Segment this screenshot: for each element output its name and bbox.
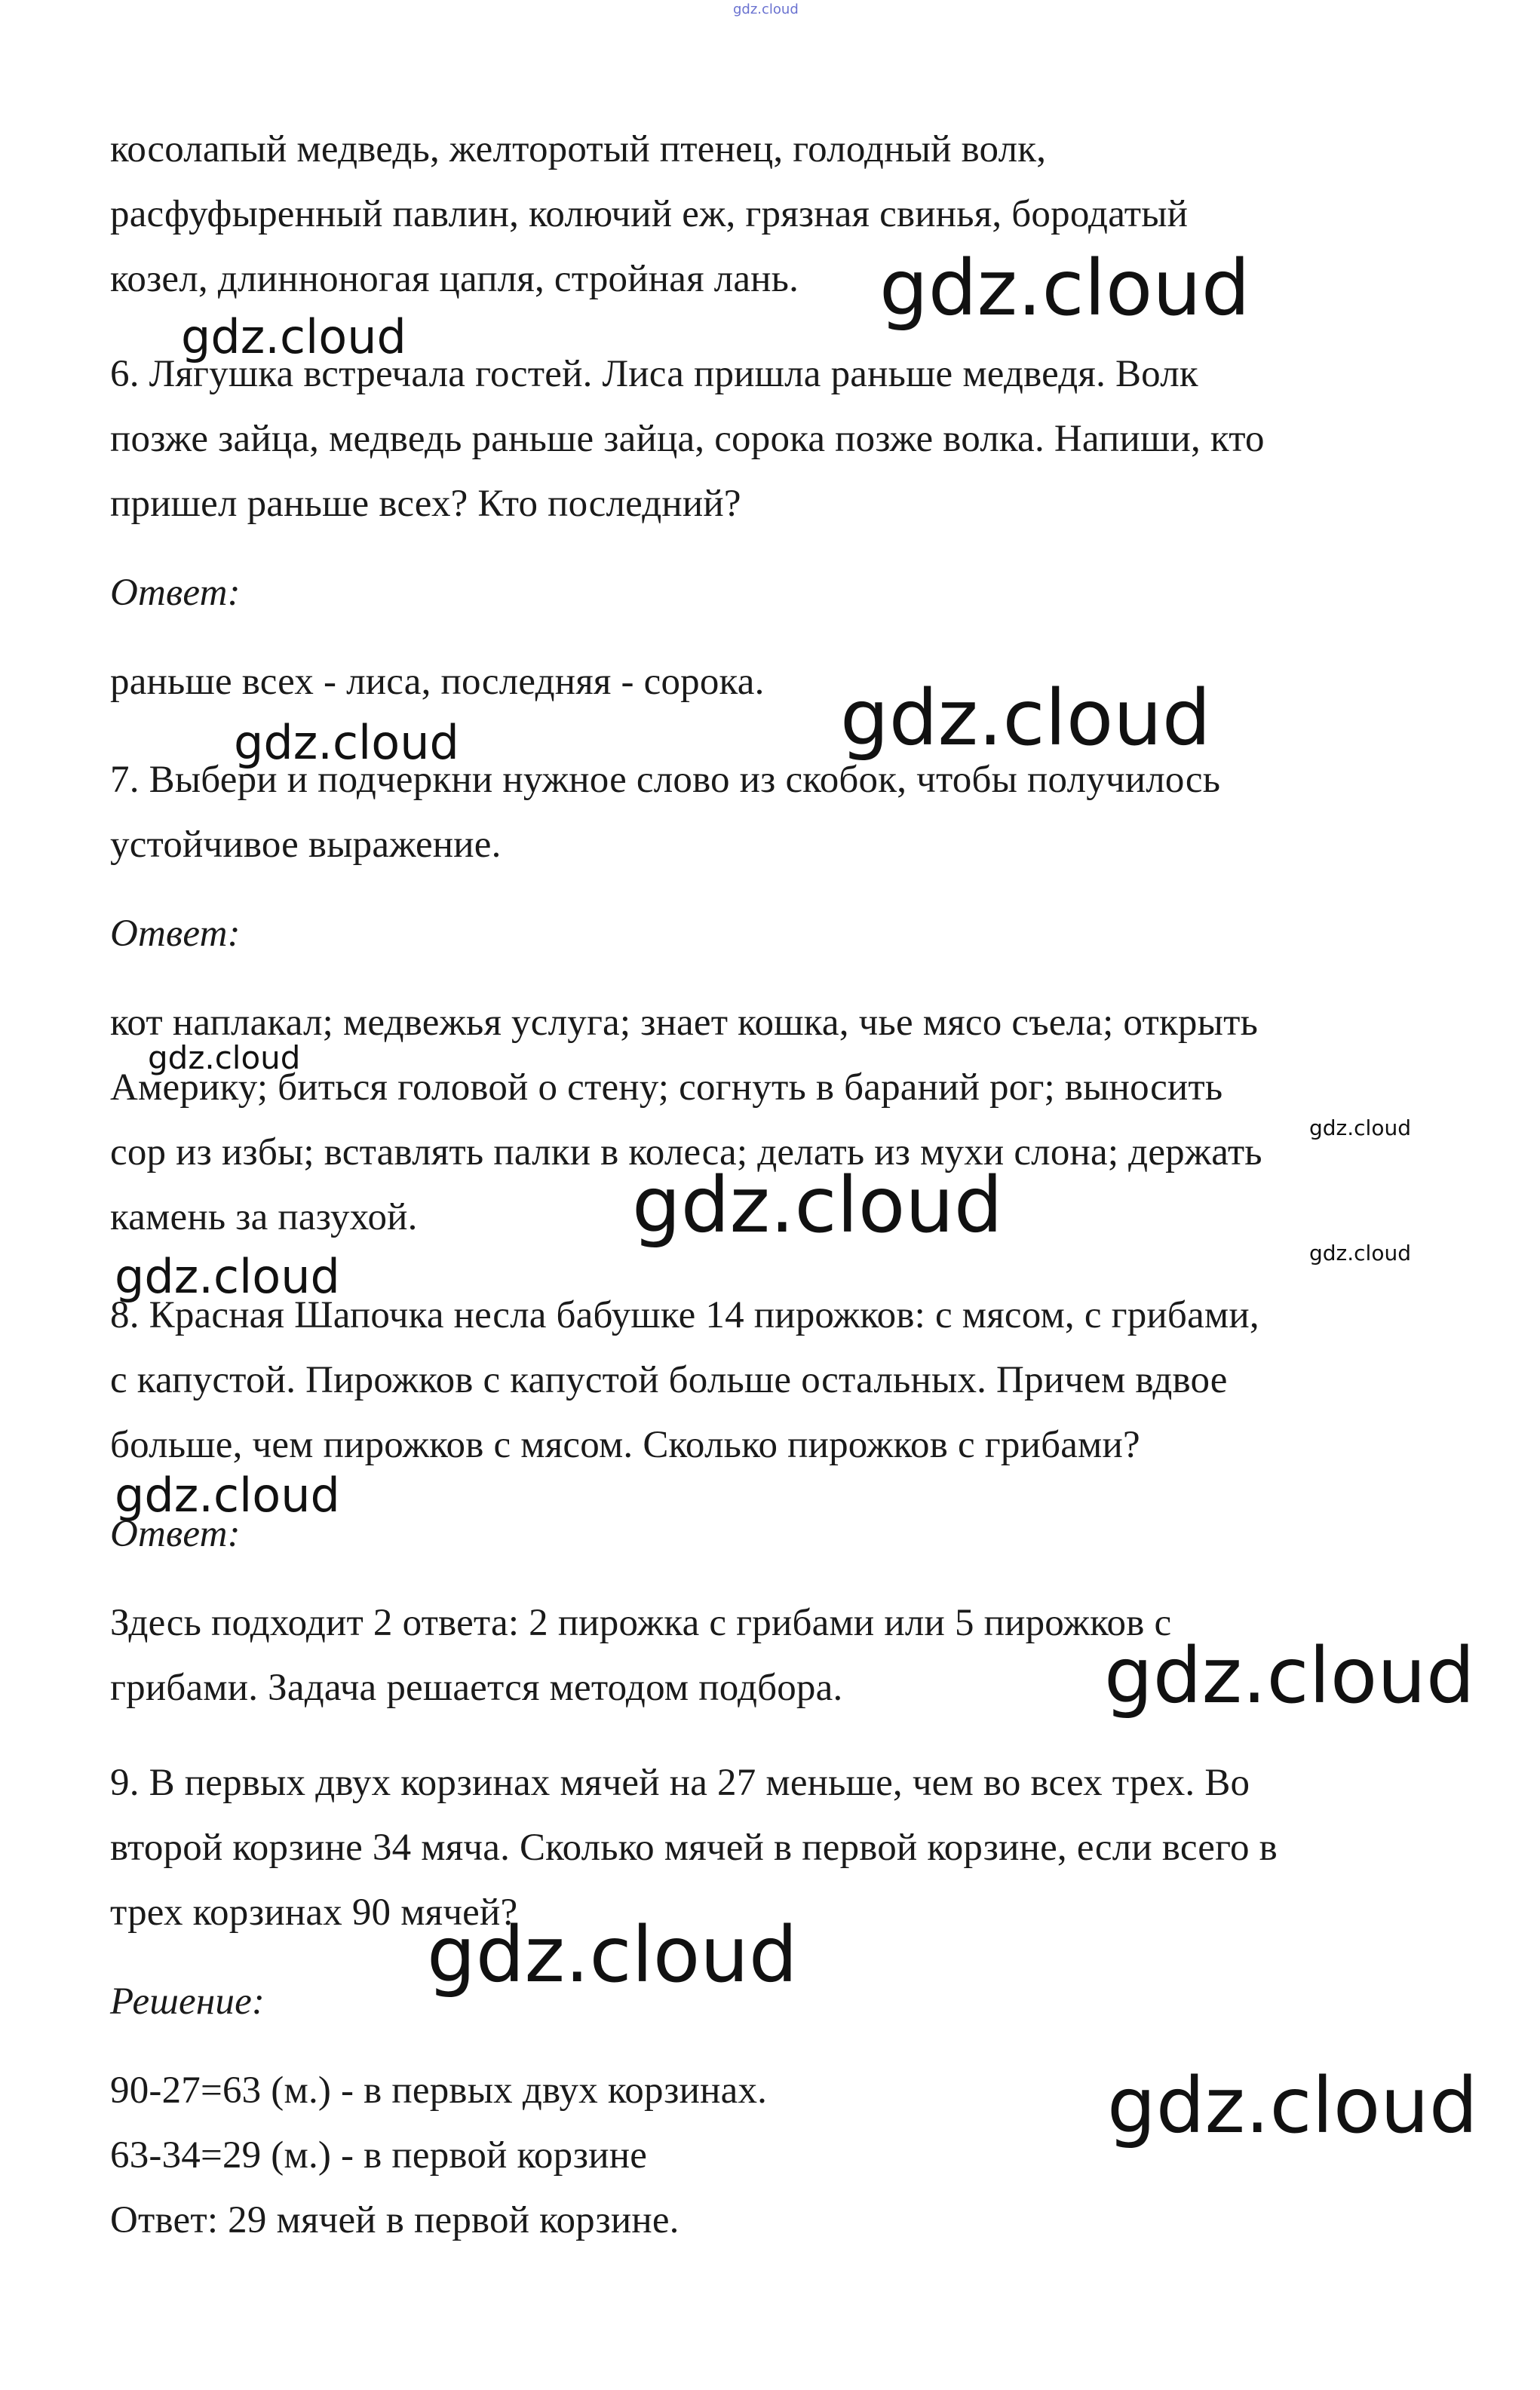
task6-answer-label: Ответ: <box>110 572 241 614</box>
task9-solution-line-3: Ответ: 29 мячей в первой корзине. <box>110 2199 680 2241</box>
task9-solution-line-2: 63-34=29 (м.) - в первой корзине <box>110 2134 648 2177</box>
task7-answer-line-4: камень за пазухой. <box>110 1196 418 1238</box>
task6-answer-line-1: раньше всех - лиса, последняя - сорока. <box>110 661 765 703</box>
watermark-small-2: gdz.cloud <box>1309 1115 1411 1140</box>
task9-solution-line-1: 90-27=63 (м.) - в первых двух корзинах. <box>110 2069 768 2112</box>
watermark-small-3: gdz.cloud <box>1309 1241 1411 1266</box>
watermark-large-2: gdz.cloud <box>840 673 1211 763</box>
task8-question-line-2: с капустой. Пирожков с капустой больше остальных. Причем вдвое <box>110 1359 1228 1401</box>
continuation-line-3: козел, длинноногая цапля, стройная лань. <box>110 258 799 300</box>
watermark-medium-4: gdz.cloud <box>115 1468 340 1523</box>
task7-answer-label: Ответ: <box>110 913 241 955</box>
continuation-line-1: косолапый медведь, желторотый птенец, голодный волк, <box>110 128 1047 170</box>
task6-question-line-3: пришел раньше всех? Кто последний? <box>110 483 741 525</box>
task9-question-line-1: 9. В первых двух корзинах мячей на 27 меньше, чем во всех трех. Во <box>110 1762 1250 1804</box>
task8-question-line-3: больше, чем пирожков с мясом. Сколько пирожков с грибами? <box>110 1424 1140 1466</box>
watermark-large-6: gdz.cloud <box>1107 2061 1478 2151</box>
watermark-medium-2: gdz.cloud <box>234 715 459 770</box>
task9-solution-label: Решение: <box>110 1980 265 2023</box>
task8-answer-label: Ответ: <box>110 1513 241 1555</box>
watermark-large-3: gdz.cloud <box>632 1161 1003 1250</box>
task7-answer-line-3: сор из избы; вставлять палки в колеса; делать из мухи слона; держать <box>110 1131 1262 1174</box>
watermark-medium-1: gdz.cloud <box>181 309 406 364</box>
task7-answer-line-2: Америку; биться головой о стену; согнуть в бараний рог; выносить <box>110 1066 1223 1109</box>
watermark-medium-3: gdz.cloud <box>115 1249 340 1304</box>
task6-question-line-1: 6. Лягушка встречала гостей. Лиса пришла раньше медведя. Волк <box>110 353 1198 395</box>
task9-question-line-2: второй корзине 34 мяча. Сколько мячей в первой корзине, если всего в <box>110 1827 1278 1869</box>
task9-question-line-3: трех корзинах 90 мячей? <box>110 1891 518 1934</box>
watermark-large-1: gdz.cloud <box>879 244 1250 333</box>
watermark-large-5: gdz.cloud <box>427 1910 798 2000</box>
task7-question-line-2: устойчивое выражение. <box>110 824 502 866</box>
task8-answer-line-2: грибами. Задача решается методом подбора. <box>110 1667 843 1709</box>
task8-answer-line-1: Здесь подходит 2 ответа: 2 пирожка с грибами или 5 пирожков с <box>110 1602 1172 1644</box>
continuation-line-2: расфуфыренный павлин, колючий еж, грязная свинья, бородатый <box>110 193 1189 235</box>
task7-question-line-1: 7. Выбери и подчеркни нужное слово из скобок, чтобы получилось <box>110 759 1221 801</box>
task7-answer-line-1: кот наплакал; медвежья услуга; знает кошка, чье мясо съела; открыть <box>110 1002 1259 1044</box>
watermark-large-4: gdz.cloud <box>1104 1631 1475 1721</box>
watermark-small-1: gdz.cloud <box>148 1039 301 1076</box>
header-watermark: gdz.cloud <box>733 2 799 17</box>
task8-question-line-1: 8. Красная Шапочка несла бабушке 14 пирожков: с мясом, с грибами, <box>110 1294 1259 1336</box>
task6-question-line-2: позже зайца, медведь раньше зайца, сорока позже волка. Напиши, кто <box>110 418 1265 460</box>
